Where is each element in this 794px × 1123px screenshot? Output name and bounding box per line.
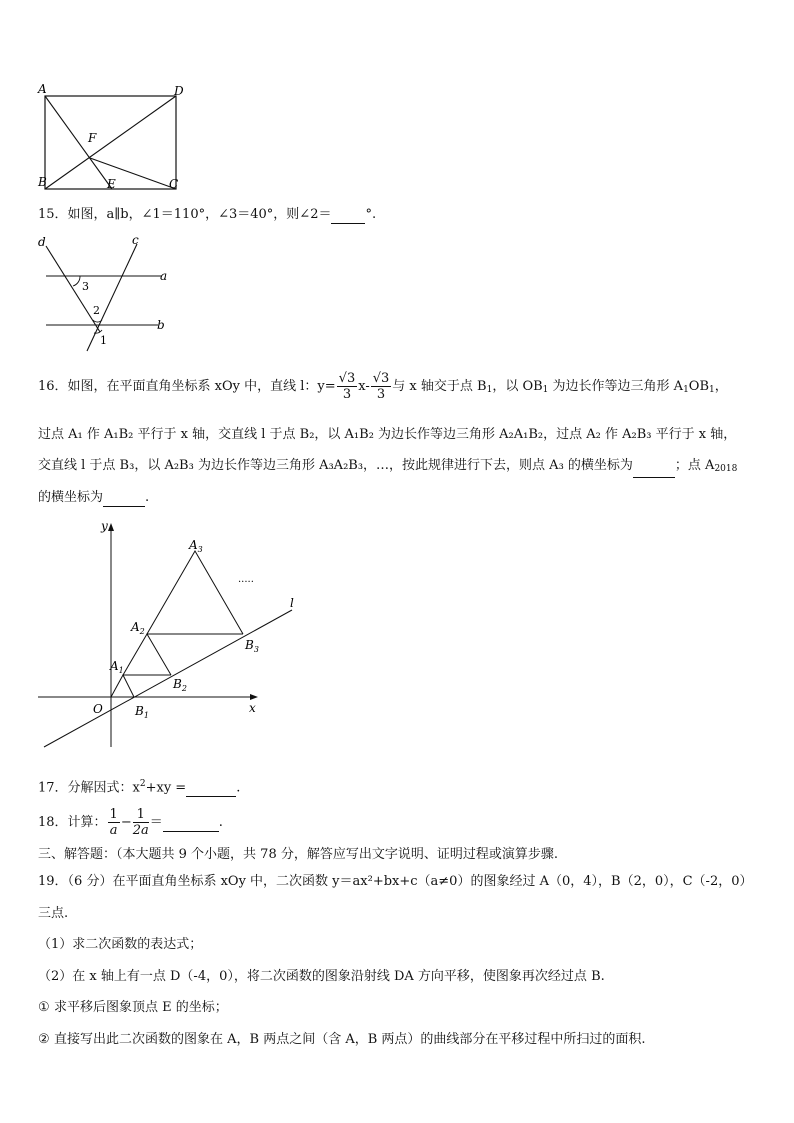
q19-sub-1-text: 求平移后图象顶点 E 的坐标； bbox=[54, 1000, 228, 1015]
q18-answer-blank[interactable] bbox=[163, 831, 219, 832]
line-d bbox=[46, 246, 100, 332]
label-c: c bbox=[132, 233, 139, 247]
circled-number-2: ② bbox=[38, 1032, 50, 1047]
q15-answer-blank[interactable] bbox=[331, 223, 365, 224]
q16-subscript-2018: 2018 bbox=[714, 464, 738, 474]
q17-answer-blank[interactable] bbox=[186, 796, 236, 797]
section-3-heading: 三、解答题：（本大题共 9 个小题，共 78 分，解答应写出文字说明、证明过程或演算步骤. bbox=[38, 847, 558, 862]
label-b: b bbox=[157, 318, 165, 332]
question-15 bbox=[38, 206, 376, 224]
question-16-line-1: 16．如图，在平面直角坐标系 xOy 中，直线 l：y= $\frac{√3}{3}$ x- $\frac{√3}{3}$ 与 x 轴交于点 $B_1$，以 $OB_1$ 为边长作等边三角形 $A_1OB_1$， bbox=[38, 371, 728, 402]
segment-fc bbox=[90, 158, 179, 191]
fraction-1-over-2a: $\frac{1}{2a}$ bbox=[132, 807, 149, 838]
q19-sub-2-text: 直接写出此二次函数的图象在 A，B 两点之间（含 A，B 两点）的曲线部分在平移过程中所扫过的面积. bbox=[54, 1032, 646, 1047]
triangle-a2-a1-b2 bbox=[123, 634, 171, 675]
coordinate-plane-figure bbox=[38, 515, 318, 755]
angle-2-label: 2 bbox=[93, 304, 100, 317]
q18-text: 18．计算： bbox=[38, 815, 107, 830]
label-d: D bbox=[174, 84, 184, 98]
line-c bbox=[87, 244, 137, 351]
q16-text-5: OB bbox=[688, 379, 710, 394]
q16-answer-blank-1[interactable] bbox=[633, 477, 675, 478]
q15-text: 15．如图，a∥b，∠1＝110°，∠3＝40°，则∠2＝ bbox=[38, 207, 332, 222]
q16-text-5b: ， bbox=[714, 379, 728, 394]
label-b2: $B_2$ bbox=[173, 677, 187, 693]
triangle-a3-a2-b3 bbox=[147, 551, 243, 634]
circled-number-1: ① bbox=[38, 1000, 50, 1015]
diagonal-bd bbox=[45, 96, 179, 191]
line-l bbox=[44, 610, 292, 747]
label-b: B bbox=[38, 175, 47, 189]
angle-3-label: 3 bbox=[82, 280, 89, 293]
fraction-sqrt3-over-3: $\frac{√3}{3}$ bbox=[338, 371, 356, 402]
rectangle-figure bbox=[36, 80, 196, 195]
q16-text-2: 与 x 轴交于点 B bbox=[392, 379, 487, 394]
question-19-part-1: （1）求二次函数的表达式； bbox=[38, 937, 203, 952]
fraction-1-over-a: $\frac{1}{a}$ bbox=[109, 807, 118, 838]
question-17: 17．分解因式：$x^2+xy$ = . bbox=[38, 779, 241, 796]
segment-ae bbox=[45, 96, 112, 189]
y-axis-arrow bbox=[108, 523, 114, 531]
question-19-line-2: 三点. bbox=[38, 906, 69, 921]
label-d: d bbox=[38, 235, 46, 249]
question-16-line-4: 的横坐标为 . bbox=[38, 490, 150, 505]
continuation-dots: ..... bbox=[238, 574, 254, 585]
angle-3-arc bbox=[73, 276, 80, 286]
label-b1: $B_1$ bbox=[135, 704, 149, 720]
label-e: E bbox=[107, 177, 116, 191]
label-x: x bbox=[249, 701, 256, 715]
angle-1-label: 1 bbox=[100, 334, 107, 347]
label-b3: $B_3$ bbox=[245, 638, 259, 654]
label-c: C bbox=[169, 177, 179, 191]
q17-text-2: +xy = bbox=[145, 780, 187, 796]
label-f: F bbox=[88, 131, 97, 145]
label-y: y bbox=[101, 519, 108, 533]
question-19-sub-2 bbox=[54, 1031, 646, 1049]
label-a1: $A_1$ bbox=[110, 659, 124, 675]
q16-text-line3b: ；点 A bbox=[674, 458, 715, 473]
label-l: l bbox=[290, 596, 294, 610]
triangle-a1-o-b1 bbox=[111, 675, 134, 697]
label-o: O bbox=[93, 702, 103, 716]
q16-text-3: ，以 OB bbox=[492, 379, 543, 394]
label-a: A bbox=[38, 82, 47, 96]
q16-text-line4: 的横坐标为 bbox=[38, 490, 104, 505]
fraction-sqrt3-over-3-b: $\frac{√3}{3}$ bbox=[372, 371, 390, 402]
q16-text-line3: 交直线 l 于点 B₃，以 A₂B₃ 为边长作等边三角形 A₃A₂B₃，…，按此规律进行下去，则点 A₃ 的横坐标为 bbox=[38, 458, 633, 473]
question-16-line-2: 过点 A₁ 作 A₁B₂ 平行于 x 轴，交直线 l 于点 B₂，以 A₁B₂ 为边长作等边三角形 A₂A₁B₂，过点 A₂ 作 A₂B₃ 平行于 x 轴， bbox=[38, 427, 737, 442]
label-a: a bbox=[160, 269, 168, 283]
q16-text-x: x- bbox=[358, 379, 370, 394]
x-axis-arrow bbox=[250, 694, 258, 700]
q16-answer-blank-2[interactable] bbox=[103, 506, 145, 507]
question-18: 18．计算： $\frac{1}{a}$ − $\frac{1}{2a}$ ＝ . bbox=[38, 807, 223, 838]
parallel-lines-figure bbox=[34, 232, 174, 354]
question-19-part-2: （2）在 x 轴上有一点 D（-4，0），将二次函数的图象沿射线 DA 方向平移，使图象再次经过点 B. bbox=[38, 969, 605, 984]
q17-text: 17．分解因式：x bbox=[38, 780, 140, 796]
label-a2: $A_2$ bbox=[131, 620, 145, 636]
q15-tail: °. bbox=[365, 207, 377, 222]
q16-text-1: 16．如图，在平面直角坐标系 xOy 中，直线 l：y= bbox=[38, 379, 336, 394]
question-19-sub-1 bbox=[54, 999, 228, 1017]
question-19-line-1: 19．（6 分）在平面直角坐标系 xOy 中，二次函数 y＝ax²+bx+c（a≠0）的图象经过 A（0，4），B（2，0），C（-2，0） bbox=[38, 874, 753, 889]
label-a3: $A_3$ bbox=[189, 538, 203, 554]
question-16-line-3 bbox=[38, 457, 737, 478]
q16-text-4: 为边长作等边三角形 A bbox=[548, 379, 684, 394]
